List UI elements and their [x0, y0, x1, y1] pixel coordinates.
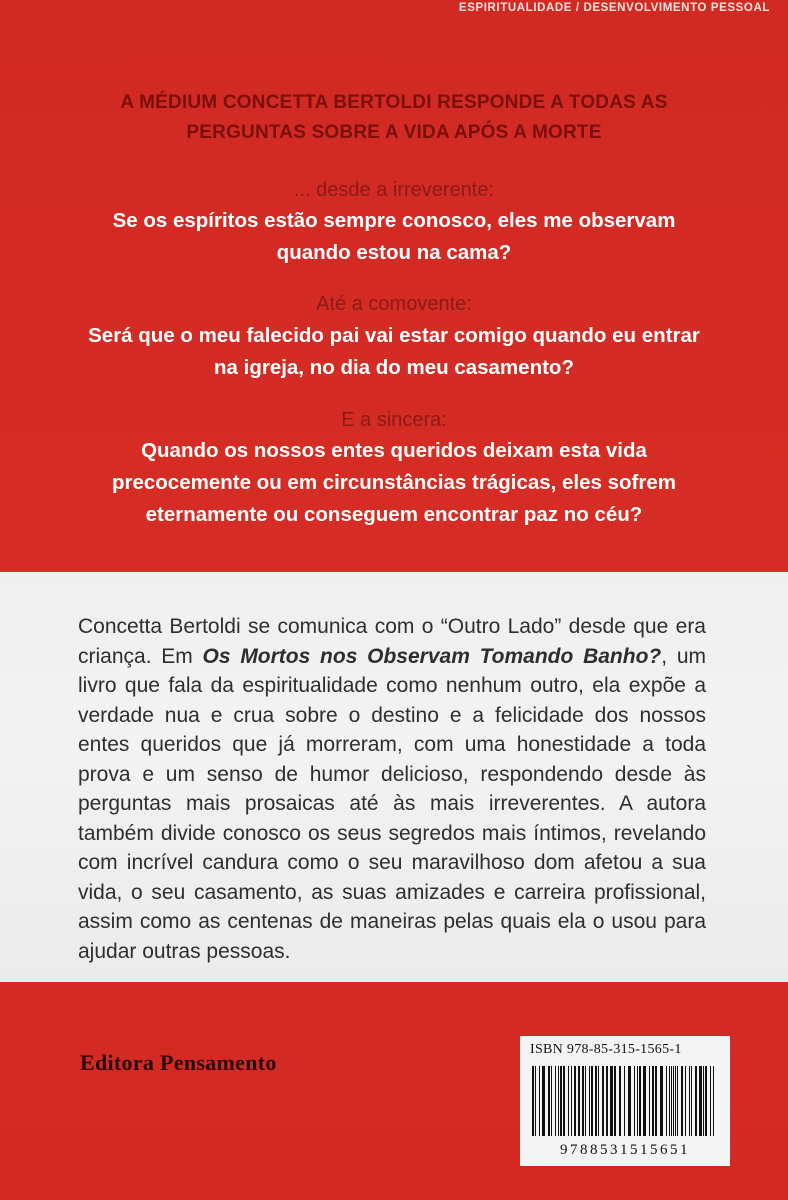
barcode-image — [530, 1066, 720, 1136]
question-1-line-2: quando estou na cama? — [276, 241, 512, 264]
barcode-bar — [691, 1066, 692, 1136]
barcode-bar — [535, 1066, 536, 1136]
barcode-bar — [591, 1066, 593, 1136]
category-label: ESPIRITUALIDADE / DESENVOLVIMENTO PESSOAL — [458, 2, 770, 14]
question-2 — [50, 320, 738, 384]
barcode-bar — [568, 1066, 569, 1136]
barcode-bar — [699, 1066, 702, 1136]
barcode-bar — [710, 1066, 711, 1136]
barcode-bar — [560, 1066, 562, 1136]
book-description — [78, 612, 706, 966]
barcode-bar — [681, 1066, 683, 1136]
description-part-2: , um livro que fala da espiritualidade como nenhum outro, ela expõe a verdade nua e crua sobre o destino e a felicidade dos nossos entes queridos que já morreram, com uma honestidade a toda prova e um senso de humor delicioso, respondendo desde às perguntas mais prosaicas até às mais irreverentes. A autora também divide conosco os seus segredos mais íntimos, revelando com incrível candura como o seu maravilhoso dom afetou a sua vida, o seu casamento, as suas amizades e carreira profissional, assim como as centenas de maneiras pelas quais ela o usou para ajudar outras pessoas. — [78, 644, 707, 963]
question-2-intro: Até a comovente: — [316, 293, 472, 315]
headline-line-1: A MÉDIUM CONCETTA BERTOLDI RESPONDE A TODAS AS — [120, 92, 668, 113]
barcode-bar — [660, 1066, 663, 1136]
barcode-bar — [585, 1066, 586, 1136]
barcode-bar — [558, 1066, 559, 1136]
barcode-bar — [628, 1066, 631, 1136]
barcode-bar — [649, 1066, 650, 1136]
barcode-bar — [639, 1066, 641, 1136]
barcode-bar — [606, 1066, 608, 1136]
publisher-logo: Editora Pensamento — [80, 1050, 277, 1075]
headline-line-2: PERGUNTAS SOBRE A VIDA APÓS A MORTE — [186, 122, 602, 143]
barcode-bar — [532, 1066, 534, 1136]
barcode-bar — [542, 1066, 545, 1136]
barcode-digits: 9788531515651 — [560, 1142, 690, 1158]
barcode-bar — [578, 1066, 580, 1136]
questions-section — [0, 60, 788, 570]
barcode-bar — [675, 1066, 676, 1136]
question-2-line-1: Será que o meu falecido pai vai estar comigo quando eu entrar — [88, 324, 700, 347]
barcode-bar — [582, 1066, 584, 1136]
barcode-bar — [624, 1066, 625, 1136]
barcode-bar — [685, 1066, 686, 1136]
isbn-label: ISBN 978-85-315-1565-1 — [530, 1042, 682, 1057]
barcode-bar — [539, 1066, 540, 1136]
barcode-bar — [677, 1066, 678, 1136]
question-1-intro: ... desde a irreverente: — [293, 179, 495, 201]
question-3 — [50, 435, 738, 531]
barcode-bar — [655, 1066, 657, 1136]
description-band — [0, 572, 788, 982]
question-1-line-1: Se os espíritos estão sempre conosco, eles me observam — [112, 209, 676, 232]
barcode-bar — [548, 1066, 550, 1136]
barcode-bar — [571, 1066, 572, 1136]
barcode-bar — [574, 1066, 576, 1136]
question-3-intro: E a sincera: — [341, 409, 447, 431]
question-2-line-2: na igreja, no dia do meu casamento? — [214, 356, 574, 379]
barcode-box — [520, 1036, 730, 1166]
barcode-bar — [595, 1066, 597, 1136]
headline — [40, 88, 748, 148]
question-3-line-3: eternamente ou conseguem encontrar paz no céu? — [145, 503, 643, 526]
barcode-bar — [652, 1066, 654, 1136]
question-3-line-1: Quando os nossos entes queridos deixam esta vida — [141, 439, 647, 462]
barcode-bar — [619, 1066, 621, 1136]
barcode-bar — [637, 1066, 638, 1136]
barcode-bar — [643, 1066, 646, 1136]
question-1 — [50, 205, 738, 269]
barcode-bar — [703, 1066, 704, 1136]
barcode-bar — [563, 1066, 565, 1136]
barcode-bar — [589, 1066, 590, 1136]
barcode-bar — [614, 1066, 616, 1136]
barcode-bar — [555, 1066, 556, 1136]
barcode-bar — [705, 1066, 707, 1136]
book-title: Os Mortos nos Observam Tomando Banho? — [202, 644, 662, 668]
question-3-line-2: precocemente ou em circunstâncias trágicas, eles sofrem — [111, 471, 676, 494]
barcode-bar — [666, 1066, 667, 1136]
barcode-bar — [602, 1066, 604, 1136]
barcode-bar — [689, 1066, 690, 1136]
barcode-bar — [713, 1066, 714, 1136]
barcode-bar — [634, 1066, 635, 1136]
barcode-bar — [671, 1066, 672, 1136]
barcode-bar — [673, 1066, 674, 1136]
barcode-bar — [695, 1066, 697, 1136]
barcode-bar — [669, 1066, 670, 1136]
description-part-1: Concetta Bertoldi se comunica com o “Outro Lado” desde que era criança. Em — [78, 615, 706, 668]
barcode-bar — [598, 1066, 599, 1136]
barcode-bar — [551, 1066, 552, 1136]
barcode-bar — [610, 1066, 613, 1136]
